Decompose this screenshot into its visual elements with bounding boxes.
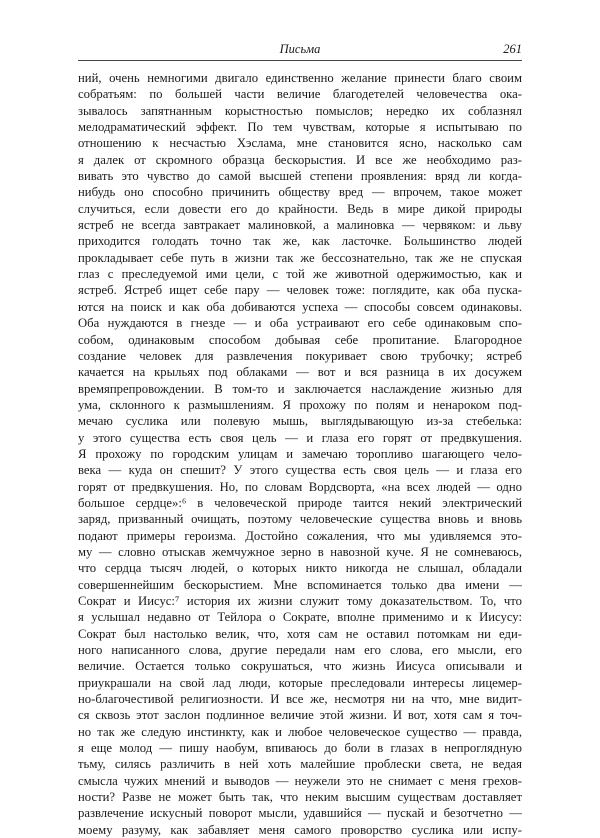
- text-line: собратьям: по большей части величие благодетелей человечества ока-: [78, 87, 522, 102]
- text-line: у этого существа есть своя цель — и глаза его горят от предвкушения.: [78, 430, 522, 445]
- text-line: создание человек для развлечения покуривает свою трубочку; ястреб: [78, 348, 522, 363]
- text-line: мелодраматический эффект. По тем чувствам, которые я испытываю по: [78, 120, 522, 135]
- text-line: тьму, силясь различить в ней хоть малейшие проблески света, не ведая: [78, 757, 522, 772]
- text-line: Сократ и Иисус:⁷ история их жизни служит тому доказательством. То, что: [78, 594, 522, 608]
- text-line: нибудь оно способно причинить обществу вред — впрочем, такое может: [78, 185, 522, 200]
- text-line: отношению к несчастью Хэслама, мне становится ясно, насколько сам: [78, 136, 522, 151]
- text-line: прокладывает себе путь в жизни так же бессознательно, так же не спуская: [78, 250, 522, 265]
- text-line: горят от предвкушения. Но, по словам Вордсворта, «на всех людей — одно: [78, 479, 522, 494]
- text-line: му — словно отыскав жемчужное зерно в навозной куче. Я не сомневаюсь,: [78, 544, 522, 559]
- text-line: Я прохожу по городским улицам и замечаю торопливо шагающего чело-: [78, 446, 522, 461]
- text-line: глаз с преследуемой ими цели, с той же животной одержимостью, как и: [78, 267, 522, 282]
- text-line: совершеннейшим бескорыстием. Мне вспоминается только два имени —: [78, 577, 522, 592]
- text-line: я услышал недавно от Тейлора о Сократе, вполне применимо и к Иисусу:: [78, 610, 522, 625]
- text-line: заряд, призванный очищать, поэтому человеческие существа вновь и вновь: [78, 512, 522, 527]
- text-line: величие. Остается только сокрушаться, что жизнь Иисуса описывали и: [78, 659, 522, 674]
- text-line: приходится голодать точно так же, как ласточке. Большинство людей: [78, 234, 522, 249]
- text-line: большое сердце»:⁶ в человеческой природе таится некий электрический: [78, 495, 522, 510]
- text-line: Сократ был настолько велик, что, хотя сам не оставил потомкам ни еди-: [78, 626, 522, 641]
- text-line: ности? Разве не может быть так, что неким высшим существам доставляет: [78, 790, 522, 805]
- page-number: 261: [503, 42, 522, 56]
- text-line: ума, склонного к размышлениям. Я прохожу по полям и ненароком под-: [78, 397, 522, 412]
- text-line: ся сквозь этот заслон подлинное величие этой жизни. И вот, хотя сам я точ-: [78, 708, 522, 723]
- body-text: [78, 70, 522, 838]
- header-rule: [78, 60, 522, 61]
- text-line: ястреб не всегда завтракает малиновкой, а малиновка — червяком: и льву: [78, 218, 522, 233]
- text-line: зывалось запятнанным корыстностью помыслов; нередко их соблазнял: [78, 103, 522, 118]
- text-line: но-благочестивой религиозности. И все же, несмотря ни на что, мне видит-: [78, 692, 522, 707]
- text-line: ястреб. Ястреб ищет себе пару — человек тоже: поглядите, как оба пуска-: [78, 283, 522, 298]
- text-line: смысла чужих мнений и выводов — неужели это не снимает с меня грехов-: [78, 773, 522, 788]
- text-line: но так же следую инстинкту, как и любое человеческое существо — правда,: [78, 724, 522, 739]
- text-line: Оба нуждаются в гнезде — и оба устраивают его себе одинаковым спо-: [78, 316, 522, 331]
- text-line: развлечение искусный поворот мысли, удавшийся — пускай и безотчетно —: [78, 806, 522, 821]
- text-line: собом, одинаковым способом добывая себе пропитание. Благородное: [78, 332, 522, 347]
- text-line: ются на поиск и как оба добиваются успеха — способы совсем одинаковы.: [78, 299, 522, 314]
- text-line: я еще молод — пишу наобум, впиваюсь до боли в глазах в непроглядную: [78, 741, 522, 756]
- text-line: времяпрепровождении. В том-то и заключается наслаждение жизнью для: [78, 381, 522, 396]
- running-head: [78, 40, 522, 58]
- text-line: приукрашали на свой лад люди, которые преследовали интересы лицемер-: [78, 675, 522, 690]
- running-title: Письма: [279, 42, 321, 56]
- text-line: подают примеры героизма. Достойно сожаления, что мы удивляемся это-: [78, 528, 522, 543]
- text-line: ного написанного слова, другие передали нам его слова, его мысли, его: [78, 643, 522, 658]
- text-line: мечаю суслика или полевую мышь, выглядывающую из-за стебелька:: [78, 414, 522, 429]
- text-line: качается на крыльях под облаками — вот и вся разница в их досужем: [78, 365, 522, 380]
- text-line: что сердца тысяч людей, о которых никто никогда не слышал, обладали: [78, 561, 522, 576]
- text-line: я далек от скромного образца бескорыстия. И все же необходимо раз-: [78, 152, 522, 167]
- text-line: моему разуму, как забавляет меня самого проворство суслика или испу-: [78, 822, 522, 837]
- text-line: ний, очень немногими двигало единственно желание принести благо своим: [78, 71, 522, 85]
- text-line: случиться, если довести его до крайности. Ведь в мире дикой природы: [78, 201, 522, 216]
- text-line: века — куда он спешит? У этого существа есть своя цель — и глаза его: [78, 463, 522, 478]
- text-line: вивать это чувство до самой высшей степени проявления: вряд ли когда-: [78, 169, 522, 184]
